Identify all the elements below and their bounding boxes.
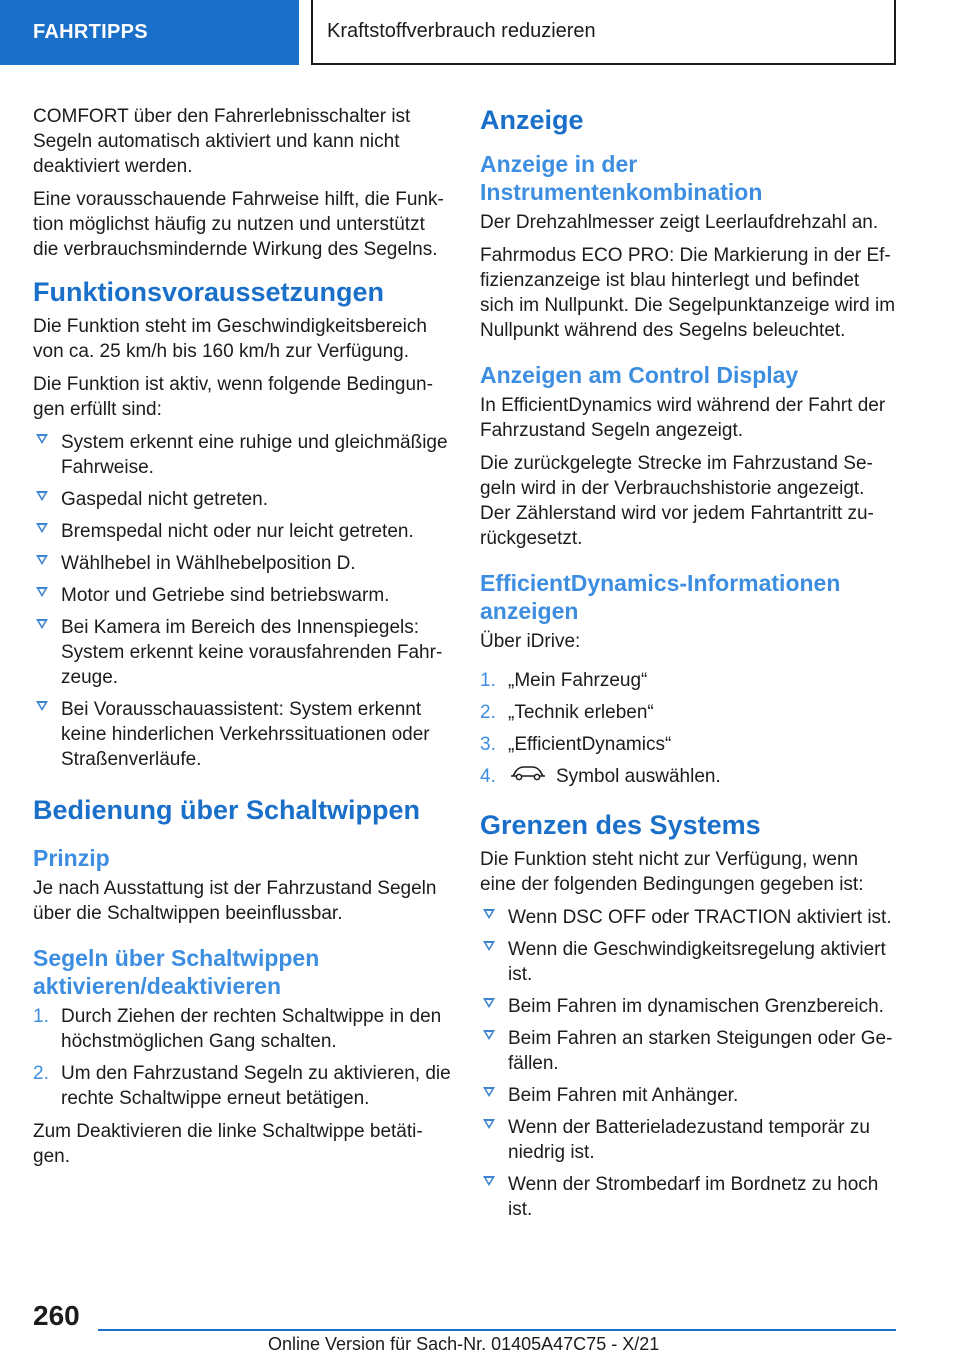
triangle-bullet-icon	[483, 1176, 495, 1186]
list-item	[480, 668, 896, 693]
list-item	[33, 487, 451, 512]
list-item-text: Wenn der Strombedarf im Bordnetz zu hoch ist.	[508, 1174, 879, 1221]
list-item-text: Bremspedal nicht oder nur leicht getreten.	[61, 521, 414, 542]
list-item	[480, 1115, 896, 1165]
list-item	[33, 615, 451, 690]
footer-text: Online Version für Sach-Nr. 01405A47C75 - X/21	[268, 1334, 660, 1354]
triangle-bullet-icon	[483, 998, 495, 1008]
step-text: „EfficientDynamics“	[508, 734, 672, 755]
funktion-list	[33, 430, 451, 772]
heading-efficientdynamics: EfficientDynamics-Informationen anzeigen	[480, 570, 841, 624]
grenzen-paragraph: Die Funktion steht nicht zur Verfügung, wenn eine der folgenden Bedingungen gegeben ist:	[480, 849, 864, 896]
triangle-bullet-icon	[483, 941, 495, 951]
triangle-bullet-icon	[36, 587, 48, 597]
heading-anzeige: Anzeige	[480, 105, 584, 135]
list-item	[480, 764, 896, 789]
instr-paragraph-2: Fahrmodus ECO PRO: Die Markierung in der Effizienzanzeige ist blau hinterlegt und befindet sich im Nullpunkt. Die Segelpunktanzeige wird im Nullpunkt während des Segelns beleuchtet.	[480, 245, 896, 341]
intro-paragraph-1: COMFORT über den Fahrerlebnisschalter ist Segeln automatisch aktiviert und kann nicht deaktiviert werden.	[33, 106, 411, 177]
step-number: 3.	[480, 734, 496, 755]
cd-paragraph-2: Die zurückgelegte Strecke im Fahrzustand Segeln wird in der Verbrauchshistorie angezeigt. Der Zählerstand wird vor jedem Fahrtantritt zurückgesetzt.	[480, 453, 874, 549]
triangle-bullet-icon	[36, 523, 48, 533]
step-number: 2.	[33, 1063, 49, 1084]
heading-prinzip: Prinzip	[33, 845, 110, 871]
list-item-text: Wenn die Geschwindigkeitsregelung aktiviert ist.	[508, 939, 886, 986]
step-number: 1.	[33, 1006, 49, 1027]
heading-funktionsvoraussetzungen: Funktionsvoraussetzungen	[33, 277, 385, 307]
left-column	[33, 104, 451, 1177]
page-number: 260	[33, 1300, 80, 1331]
step-number: 2.	[480, 702, 496, 723]
footer-divider	[98, 1329, 896, 1331]
list-item	[33, 519, 451, 544]
list-item	[480, 905, 896, 930]
list-item-text: Beim Fahren im dynamischen Grenzbereich.	[508, 996, 884, 1018]
heading-grenzen: Grenzen des Systems	[480, 810, 761, 841]
prinzip-paragraph: Je nach Ausstattung ist der Fahrzustand Segeln über die Schaltwippen beeinflussbar.	[33, 878, 437, 924]
step-number: 1.	[480, 670, 496, 691]
segeln-steps	[33, 1004, 451, 1111]
funktion-paragraph-2: Die Funktion ist aktiv, wenn folgende Bedingungen erfüllt sind:	[33, 374, 433, 420]
list-item	[33, 551, 451, 576]
list-item-text: Wenn der Batterieladezustand temporär zu niedrig ist.	[508, 1117, 870, 1164]
triangle-bullet-icon	[36, 619, 48, 629]
step-text: „Mein Fahrzeug“	[508, 670, 648, 691]
step-text: Um den Fahrzustand Segeln zu aktivieren, die rechte Schaltwippe erneut betätigen.	[61, 1063, 451, 1109]
ed-paragraph: Über iDrive:	[480, 631, 581, 652]
section-tab: FAHRTIPPS	[0, 0, 299, 65]
list-item-text: Gaspedal nicht getreten.	[61, 489, 269, 510]
list-item	[480, 937, 896, 987]
segeln-paragraph: Zum Deaktivieren die linke Schaltwippe betätigen.	[33, 1121, 423, 1167]
cd-paragraph-1: In EfficientDynamics wird während der Fahrt der Fahrzustand Segeln angezeigt.	[480, 395, 886, 441]
list-item	[33, 1004, 451, 1054]
funktion-paragraph-1: Die Funktion steht im Geschwindigkeitsbereich von ca. 25 km/h bis 160 km/h zur Verfügung.	[33, 316, 427, 362]
list-item-text: Bei Kamera im Bereich des Innenspiegels: System erkennt keine vorausfahrenden Fahrzeuge.	[61, 617, 443, 688]
list-item	[480, 1083, 896, 1108]
step-number: 4.	[480, 766, 496, 787]
list-item	[480, 732, 896, 757]
grenzen-list	[480, 905, 896, 1222]
triangle-bullet-icon	[483, 1087, 495, 1097]
heading-instrumentenkombination: Anzeige in der Instrumentenkombination	[480, 151, 763, 205]
triangle-bullet-icon	[483, 1030, 495, 1040]
list-item	[33, 583, 451, 608]
chapter-title: Kraftstoffverbrauch reduzieren	[311, 0, 896, 65]
triangle-bullet-icon	[36, 434, 48, 444]
step-text: „Technik erleben“	[508, 702, 654, 723]
step-text: Symbol auswählen.	[556, 766, 721, 787]
list-item-text: Motor und Getriebe sind betriebswarm.	[61, 585, 390, 606]
triangle-bullet-icon	[36, 491, 48, 501]
triangle-bullet-icon	[36, 701, 48, 711]
intro-paragraph-2: Eine vorausschauende Fahrweise hilft, die Funktion möglichst häufig zu nutzen und unterstützt die verbrauchsmindernde Wirkung des Segelns.	[33, 189, 444, 260]
step-text: Durch Ziehen der rechten Schaltwippe in den höchstmöglichen Gang schalten.	[61, 1006, 442, 1052]
list-item-text: Beim Fahren mit Anhänger.	[508, 1085, 739, 1107]
list-item-text: Wählhebel in Wählhebelposition D.	[61, 553, 356, 574]
list-item	[480, 1026, 896, 1076]
list-item	[480, 994, 896, 1019]
triangle-bullet-icon	[36, 555, 48, 565]
triangle-bullet-icon	[483, 1119, 495, 1129]
heading-segeln-schaltwippen: Segeln über Schaltwippen aktivieren/deaktivieren	[33, 945, 320, 999]
list-item	[480, 1172, 896, 1222]
ed-steps	[480, 668, 896, 789]
heading-control-display: Anzeigen am Control Display	[480, 362, 799, 388]
list-item	[33, 1061, 451, 1111]
list-item-text: System erkennt eine ruhige und gleichmäßige Fahrweise.	[61, 432, 448, 478]
list-item	[33, 430, 451, 480]
list-item-text: Wenn DSC OFF oder TRACTION aktiviert ist.	[508, 907, 892, 929]
triangle-bullet-icon	[483, 909, 495, 919]
car-icon	[510, 764, 546, 789]
instr-paragraph-1: Der Drehzahlmesser zeigt Leerlaufdrehzahl an.	[480, 212, 879, 233]
right-column	[480, 104, 896, 1230]
list-item	[33, 697, 451, 772]
list-item	[480, 700, 896, 725]
list-item-text: Bei Vorausschauassistent: System erkennt keine hinderlichen Verkehrssituationen oder Straßenverläufe.	[61, 699, 430, 770]
list-item-text: Beim Fahren an starken Steigungen oder Gefällen.	[508, 1028, 893, 1075]
heading-bedienung: Bedienung über Schaltwippen	[33, 795, 421, 825]
